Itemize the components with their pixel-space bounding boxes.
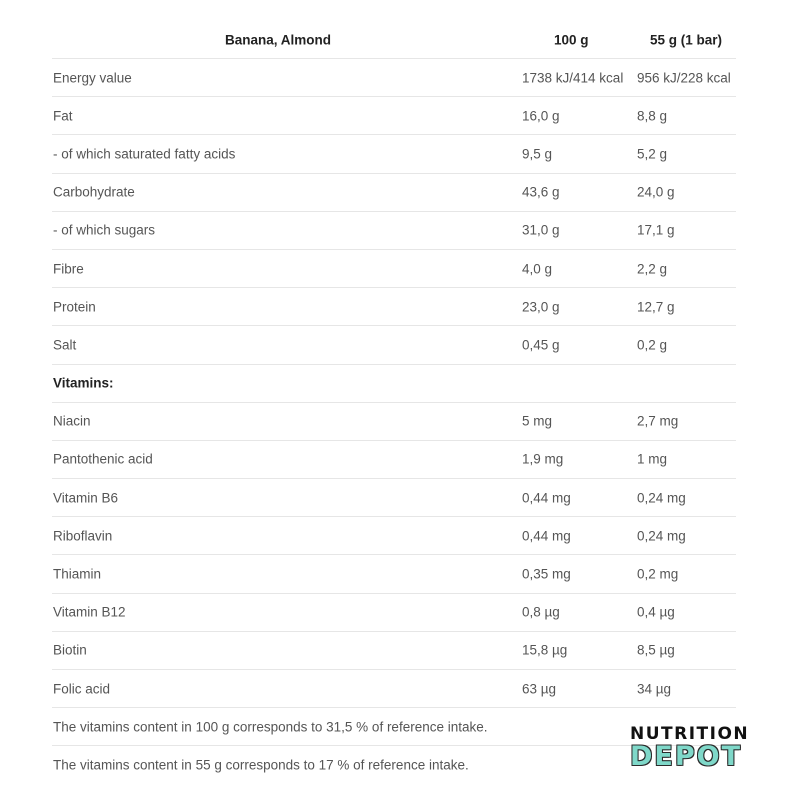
vitamin-per-bar: 0,24 mg [637, 528, 686, 544]
vitamin-name: Riboflavin [53, 528, 113, 544]
logo-line-1: NUTRITION [630, 724, 750, 744]
table-row [52, 288, 736, 326]
vitamin-per-100g: 63 µg [522, 681, 557, 697]
nutrient-name: Carbohydrate [53, 184, 135, 200]
nutrient-per-100g: 43,6 g [522, 184, 560, 200]
vitamin-per-100g: 0,8 µg [522, 604, 560, 620]
header-per-bar: 55 g (1 bar) [650, 32, 723, 47]
nutrient-per-bar: 12,7 g [637, 299, 675, 315]
table-row [52, 632, 736, 670]
vitamin-per-bar: 0,24 mg [637, 490, 686, 506]
table-row [52, 555, 736, 593]
nutrient-per-bar: 956 kJ/228 kcal [637, 70, 731, 86]
nutrient-per-bar: 24,0 g [637, 184, 675, 200]
vitamin-per-100g: 1,9 mg [522, 451, 564, 467]
vitamin-per-100g: 0,44 mg [522, 528, 571, 544]
nutrient-name: - of which sugars [53, 222, 156, 238]
table-row [52, 326, 736, 364]
vitamins-label: Vitamins: [53, 375, 114, 391]
nutrient-per-100g: 1738 kJ/414 kcal [522, 70, 624, 86]
note-text: The vitamins content in 55 g corresponds to 17 % of reference intake. [53, 757, 469, 773]
vitamin-name: Niacin [53, 413, 91, 429]
logo-line-2: DEPOT [630, 741, 743, 772]
nutrient-per-bar: 0,2 g [637, 337, 668, 353]
vitamin-name: Vitamin B12 [53, 604, 126, 620]
vitamin-name: Folic acid [53, 681, 111, 697]
nutrient-per-bar: 5,2 g [637, 146, 668, 162]
nutrient-per-100g: 31,0 g [522, 222, 560, 238]
vitamin-per-bar: 0,4 µg [637, 604, 675, 620]
table-row [52, 250, 736, 288]
vitamin-per-100g: 15,8 µg [522, 642, 568, 658]
table-row [52, 97, 736, 135]
nutrient-per-100g: 16,0 g [522, 108, 560, 124]
table-row [52, 174, 736, 212]
table-row [52, 517, 736, 555]
nutrient-per-bar: 17,1 g [637, 222, 675, 238]
vitamin-per-bar: 0,2 mg [637, 566, 679, 582]
table-header [52, 21, 736, 59]
note-text: The vitamins content in 100 g corresponds to 31,5 % of reference intake. [53, 719, 488, 735]
nutrient-per-100g: 23,0 g [522, 299, 560, 315]
nutrient-per-bar: 8,8 g [637, 108, 668, 124]
table-row [52, 670, 736, 708]
nutrient-per-100g: 0,45 g [522, 337, 560, 353]
vitamin-per-bar: 2,7 mg [637, 413, 679, 429]
table-row [52, 212, 736, 250]
table-row [52, 403, 736, 441]
vitamin-per-bar: 1 mg [637, 451, 668, 467]
table-row [52, 594, 736, 632]
vitamin-name: Biotin [53, 642, 87, 658]
table-row [52, 441, 736, 479]
table-row [52, 59, 736, 97]
header-per-100g: 100 g [554, 32, 589, 47]
nutrient-per-bar: 2,2 g [637, 261, 668, 277]
nutrition-depot-logo [630, 724, 760, 774]
vitamins-section-heading [52, 365, 736, 403]
nutrition-table [52, 21, 736, 785]
nutrient-per-100g: 4,0 g [522, 261, 553, 277]
nutrient-per-100g: 9,5 g [522, 146, 553, 162]
nutrient-name: Fat [53, 108, 73, 124]
header-product-name: Banana, Almond [225, 32, 332, 47]
vitamin-per-100g: 0,35 mg [522, 566, 571, 582]
vitamin-name: Vitamin B6 [53, 490, 119, 506]
table-row [52, 479, 736, 517]
vitamin-per-bar: 34 µg [637, 681, 672, 697]
vitamin-per-100g: 5 mg [522, 413, 553, 429]
vitamin-per-100g: 0,44 mg [522, 490, 571, 506]
table-row [52, 135, 736, 173]
nutrient-name: Energy value [53, 70, 132, 86]
nutrient-name: Salt [53, 337, 77, 353]
nutrient-name: - of which saturated fatty acids [53, 146, 236, 162]
vitamin-name: Pantothenic acid [53, 451, 153, 467]
nutrient-name: Protein [53, 299, 96, 315]
vitamin-per-bar: 8,5 µg [637, 642, 675, 658]
vitamin-name: Thiamin [53, 566, 102, 582]
nutrient-name: Fibre [53, 261, 84, 277]
